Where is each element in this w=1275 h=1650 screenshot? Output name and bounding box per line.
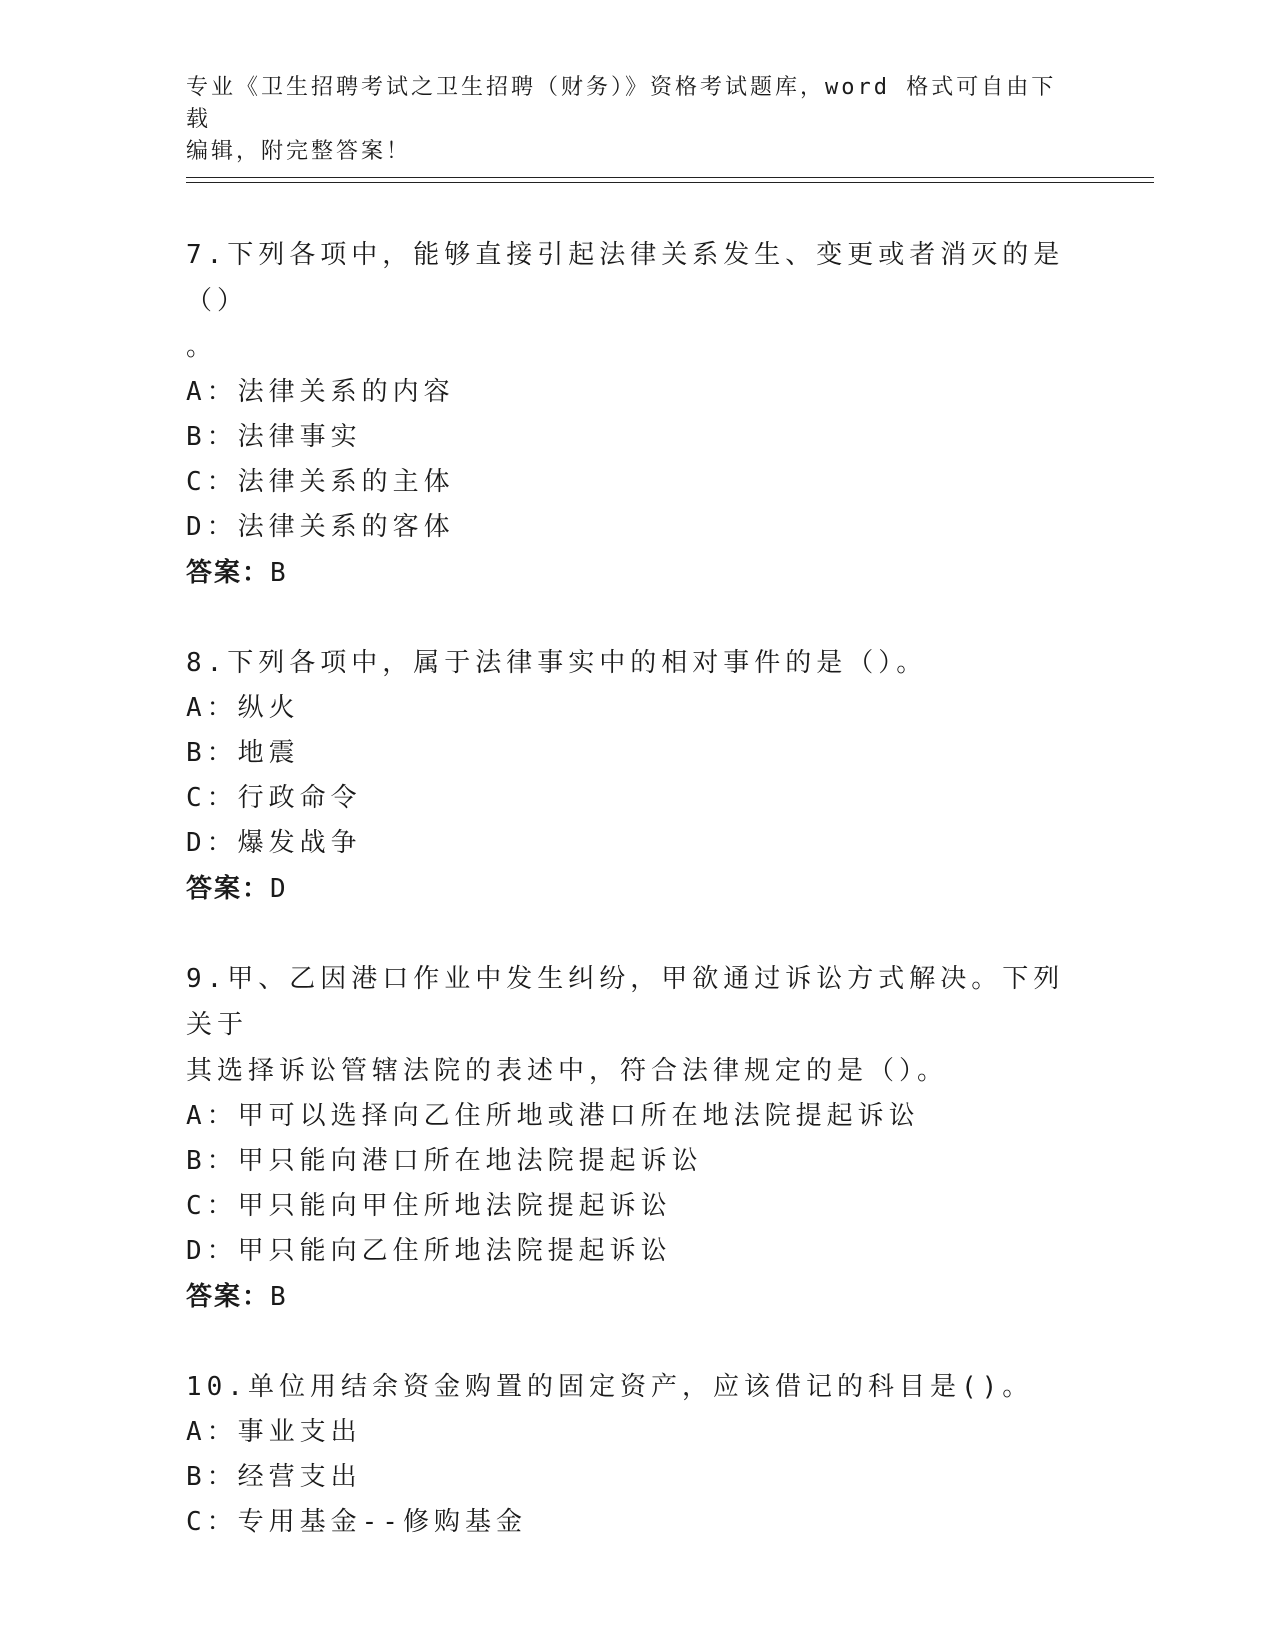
question-text: 9.甲、乙因港口作业中发生纠纷，甲欲通过诉讼方式解决。下列关于 其选择诉讼管辖法院的表述中，符合法律规定的是（）。 xyxy=(186,964,1065,1086)
option-b: B：经营支出 xyxy=(186,1462,362,1492)
option-d: D：法律关系的客体 xyxy=(186,512,455,542)
answer-line xyxy=(186,550,1086,596)
question-10 xyxy=(186,1364,1086,1545)
option-d: D：爆发战争 xyxy=(186,828,362,858)
question-8 xyxy=(186,640,1086,912)
answer-line xyxy=(186,866,1086,912)
header-divider-bottom xyxy=(186,182,1154,183)
header-line-2: 编辑，附完整答案！ xyxy=(186,139,412,164)
question-7 xyxy=(186,232,1086,596)
question-9 xyxy=(186,956,1086,1320)
option-c: C：专用基金--修购基金 xyxy=(186,1507,527,1537)
question-text: 10.单位用结余资金购置的固定资产，应该借记的科目是()。 xyxy=(186,1372,1034,1402)
option-d: D：甲只能向乙住所地法院提起诉讼 xyxy=(186,1236,672,1266)
option-b: B：甲只能向港口所在地法院提起诉讼 xyxy=(186,1146,703,1176)
option-a: A：甲可以选择向乙住所地或港口所在地法院提起诉讼 xyxy=(186,1101,920,1131)
option-c: C：甲只能向甲住所地法院提起诉讼 xyxy=(186,1191,672,1221)
answer-label: 答案： xyxy=(186,874,271,904)
option-a: A：纵火 xyxy=(186,693,300,723)
option-a: A：事业支出 xyxy=(186,1417,362,1447)
answer-value: B xyxy=(270,1282,288,1312)
question-text: 8.下列各项中，属于法律事实中的相对事件的是（）。 xyxy=(186,648,928,678)
answer-label: 答案： xyxy=(186,558,271,588)
question-list xyxy=(186,232,1086,1589)
option-b: B：地震 xyxy=(186,738,300,768)
option-b: B：法律事实 xyxy=(186,422,362,452)
answer-line xyxy=(186,1274,1086,1320)
header-divider-top xyxy=(186,177,1154,178)
document-header xyxy=(186,72,1066,168)
answer-label: 答案： xyxy=(186,1282,271,1312)
option-c: C：行政命令 xyxy=(186,783,362,813)
answer-value: B xyxy=(270,558,288,588)
option-a: A：法律关系的内容 xyxy=(186,377,455,407)
answer-value: D xyxy=(270,874,288,904)
question-text: 7.下列各项中，能够直接引起法律关系发生、变更或者消灭的是（） 。 xyxy=(186,240,1065,362)
option-c: C：法律关系的主体 xyxy=(186,467,455,497)
header-line-1: 专业《卫生招聘考试之卫生招聘（财务）》资格考试题库，word 格式可自由下载 xyxy=(186,75,1057,132)
